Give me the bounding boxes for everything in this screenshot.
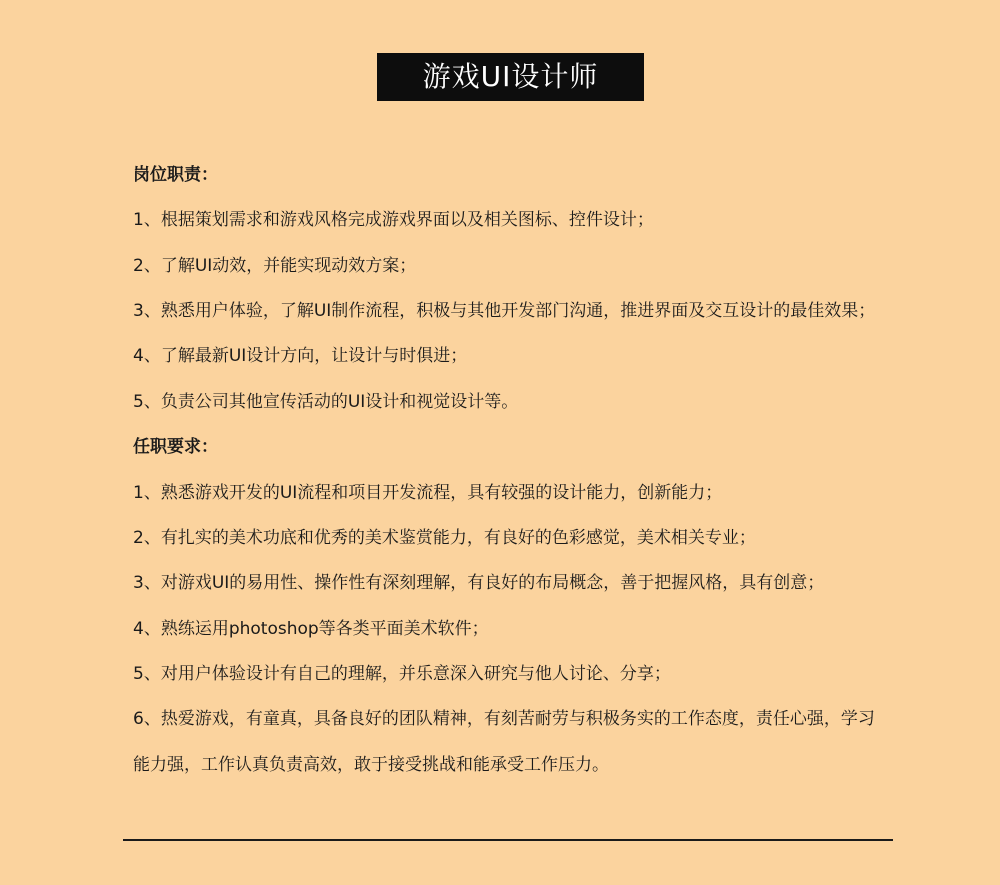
- requirement-item: 4、熟练运用photoshop等各类平面美术软件；: [133, 619, 489, 639]
- duties-heading: 岗位职责：: [133, 165, 218, 185]
- footer-divider: [123, 839, 893, 841]
- duty-item: 2、了解UI动效，并能实现动效方案；: [133, 256, 417, 276]
- duty-item: 5、负责公司其他宣传活动的UI设计和视觉设计等。: [133, 392, 519, 412]
- duty-item: 4、了解最新UI设计方向，让设计与时俱进；: [133, 346, 468, 366]
- requirement-item-continuation: 能力强，工作认真负责高效，敢于接受挑战和能承受工作压力。: [133, 755, 609, 775]
- duty-item: 3、熟悉用户体验，了解UI制作流程，积极与其他开发部门沟通，推进界面及交互设计的最佳效果；: [133, 301, 876, 321]
- requirements-heading: 任职要求：: [133, 437, 218, 457]
- duty-item: 1、根据策划需求和游戏风格完成游戏界面以及相关图标、控件设计；: [133, 210, 654, 230]
- requirement-item: 6、热爱游戏，有童真，具备良好的团队精神，有刻苦耐劳与积极务实的工作态度，责任心强，学习: [133, 709, 875, 729]
- requirement-item: 5、对用户体验设计有自己的理解，并乐意深入研究与他人讨论、分享；: [133, 664, 671, 684]
- requirement-item: 1、熟悉游戏开发的UI流程和项目开发流程，具有较强的设计能力，创新能力；: [133, 483, 723, 503]
- requirement-item: 3、对游戏UI的易用性、操作性有深刻理解，有良好的布局概念，善于把握风格，具有创意；: [133, 573, 825, 593]
- requirement-item: 2、有扎实的美术功底和优秀的美术鉴赏能力，有良好的色彩感觉，美术相关专业；: [133, 528, 756, 548]
- page-title: 游戏UI设计师: [377, 53, 644, 101]
